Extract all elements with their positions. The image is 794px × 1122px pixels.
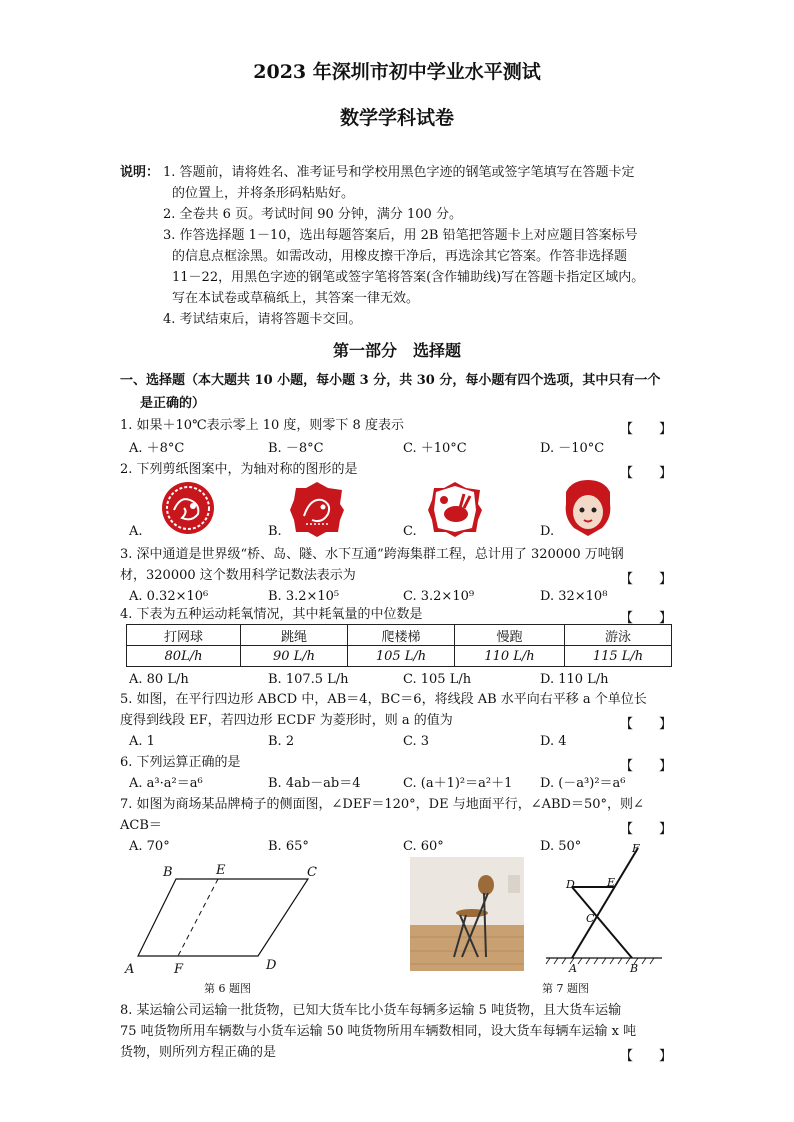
papercut-rabbit-icon: [426, 480, 484, 538]
instruction-line: 4. 考试结束后，请将答题卡交回。: [163, 312, 362, 327]
table-row: [127, 646, 672, 667]
instruction-line: 写在本试卷或草稿纸上，其答案一律无效。: [172, 291, 420, 306]
table-header-cell: 跳绳: [241, 625, 348, 646]
chair-photo: [410, 857, 524, 971]
q2-option-c: C.: [403, 524, 417, 539]
instruction-line: 的信息点框涂黑。如需改动，用橡皮擦干净后，再选涂其它答案。作答非选择题: [172, 249, 628, 264]
q5-option-d: D. 4: [540, 734, 567, 749]
q8-stem-cont: 75 吨货物所用车辆数与小货车运输 50 吨货物所用车辆数相同，设大货车每辆车运输 x 吨: [120, 1024, 637, 1039]
q6-option-a: A. a³·a²＝a⁶: [129, 776, 203, 791]
q7-option-d: D. 50°: [540, 839, 582, 854]
instruction-line: 11－22，用黑色字迹的钢笔或签字笔将答案(含作辅助线)写在答题卡指定区域内。: [172, 270, 645, 285]
fig7-label-a: A: [569, 962, 577, 975]
fig6-label-e: E: [216, 863, 226, 878]
answer-bracket: 【 】: [620, 466, 673, 481]
q7-option-a: A. 70°: [129, 839, 170, 854]
q1-option-c: C. ＋10°C: [403, 441, 467, 456]
q5-stem-cont: 度得到线段 EF，若四边形 ECDF 为菱形时，则 a 的值为: [120, 713, 453, 728]
section-header: 一、选择题（本大题共 10 小题，每小题 3 分，共 30 分，每小题有四个选项，其中只有一个: [120, 373, 661, 388]
q3-stem: 3. 深中通道是世界级“桥、岛、隧、水下互通”跨海集群工程，总计用了 320000 万吨钢: [120, 547, 624, 562]
figure-6-parallelogram: [118, 862, 333, 982]
q6-option-b: B. 4ab－ab＝4: [268, 776, 361, 791]
instruction-line: 的位置上，并将条形码粘贴好。: [172, 186, 355, 201]
q2-option-b: B.: [268, 524, 282, 539]
figure-7-chair-diagram: [540, 840, 670, 975]
q5-option-b: B. 2: [268, 734, 295, 749]
table-header-cell: 爬楼梯: [348, 625, 455, 646]
fig7-label-d: D: [566, 878, 575, 891]
answer-bracket: 【 】: [620, 717, 673, 732]
q7-stem-cont: ACB＝: [120, 818, 162, 833]
q1-option-d: D. －10°C: [540, 441, 605, 456]
table-header-cell: 游泳: [565, 625, 672, 646]
table-cell: 110 L/h: [455, 646, 565, 667]
q4-option-d: D. 110 L/h: [540, 672, 609, 687]
table-header-cell: 慢跑: [455, 625, 565, 646]
oxygen-table: [126, 624, 672, 667]
q1-stem: 1. 如果＋10℃表示零上 10 度，则零下 8 度表示: [120, 418, 404, 433]
fig7-label-c: C: [586, 912, 595, 925]
q2-option-a: A.: [129, 524, 143, 539]
q6-option-d: D. (－a³)²＝a⁶: [540, 776, 626, 791]
answer-bracket: 【 】: [620, 422, 673, 437]
instructions-label: 说明：: [120, 165, 160, 180]
q7-option-c: C. 60°: [403, 839, 444, 854]
table-cell: 80L/h: [127, 646, 241, 667]
instruction-line: 2. 全卷共 6 页。考试时间 90 分钟，满分 100 分。: [163, 207, 462, 222]
fig6-label-a: A: [125, 962, 135, 977]
q4-option-c: C. 105 L/h: [403, 672, 472, 687]
q4-stem: 4. 下表为五种运动耗氧情况，其中耗氧量的中位数是: [120, 607, 423, 622]
fig6-label-d: D: [266, 958, 277, 973]
q7-stem: 7. 如图为商场某品牌椅子的侧面图，∠DEF＝120°，DE 与地面平行，∠ABD＝50°，则∠: [120, 797, 644, 812]
answer-bracket: 【 】: [620, 611, 673, 626]
instruction-line: 1. 答题前，请将姓名、准考证号和学校用黑色字迹的钢笔或签字笔填写在答题卡定: [163, 165, 635, 180]
table-header-cell: 打网球: [127, 625, 241, 646]
q5-option-c: C. 3: [403, 734, 430, 749]
q6-option-c: C. (a＋1)²＝a²＋1: [403, 776, 513, 791]
q3-option-a: A. 0.32×10⁶: [129, 589, 209, 604]
q1-option-b: B. －8°C: [268, 441, 324, 456]
answer-bracket: 【 】: [620, 759, 673, 774]
q8-stem: 8. 某运输公司运输一批货物，已知大货车比小货车每辆多运输 5 吨货物，且大货车运输: [120, 1003, 622, 1018]
q2-stem: 2. 下列剪纸图案中，为轴对称的图形的是: [120, 462, 358, 477]
q3-stem-cont: 材，320000 这个数用科学记数法表示为: [120, 568, 356, 583]
table-cell: 115 L/h: [565, 646, 672, 667]
q3-option-b: B. 3.2×10⁵: [268, 589, 340, 604]
fig7-caption: 第 7 题图: [542, 982, 589, 995]
instruction-line: 3. 作答选择题 1－10，选出每题答案后，用 2B 铅笔把答题卡上对应题目答案标号: [163, 228, 638, 243]
fig6-label-f: F: [174, 962, 184, 977]
q8-stem-cont2: 货物，则所列方程正确的是: [120, 1045, 277, 1060]
q2-option-d: D.: [540, 524, 555, 539]
part-title: 第一部分 选择题: [332, 341, 461, 360]
answer-bracket: 【 】: [620, 572, 673, 587]
section-header-cont: 是正确的）: [140, 396, 206, 411]
answer-bracket: 【 】: [620, 822, 673, 837]
q4-option-b: B. 107.5 L/h: [268, 672, 349, 687]
q5-option-a: A. 1: [129, 734, 155, 749]
fig7-label-b: B: [630, 962, 639, 975]
q6-stem: 6. 下列运算正确的是: [120, 755, 241, 770]
fig7-label-e: E: [607, 876, 616, 889]
papercut-dragon-icon: [288, 480, 346, 538]
q1-option-a: A. ＋8°C: [129, 441, 185, 456]
fig6-label-c: C: [307, 865, 317, 880]
fig6-caption: 第 6 题图: [204, 982, 251, 995]
papercut-round-icon: [160, 480, 216, 536]
answer-bracket: 【 】: [620, 1049, 673, 1064]
papercut-mask-icon: [562, 478, 614, 538]
fig7-label-f: F: [632, 842, 640, 855]
table-header-row: [127, 625, 672, 646]
q4-option-a: A. 80 L/h: [129, 672, 189, 687]
fig6-label-b: B: [163, 865, 173, 880]
q3-option-d: D. 32×10⁸: [540, 589, 608, 604]
q7-option-b: B. 65°: [268, 839, 309, 854]
q3-option-c: C. 3.2×10⁹: [403, 589, 475, 604]
table-cell: 90 L/h: [241, 646, 348, 667]
q5-stem: 5. 如图，在平行四边形 ABCD 中，AB＝4，BC＝6，将线段 AB 水平向右平移 a 个单位长: [120, 692, 647, 707]
exam-title: 2023 年深圳市初中学业水平测试: [253, 61, 541, 83]
table-cell: 105 L/h: [348, 646, 455, 667]
exam-subtitle: 数学学科试卷: [339, 107, 454, 129]
